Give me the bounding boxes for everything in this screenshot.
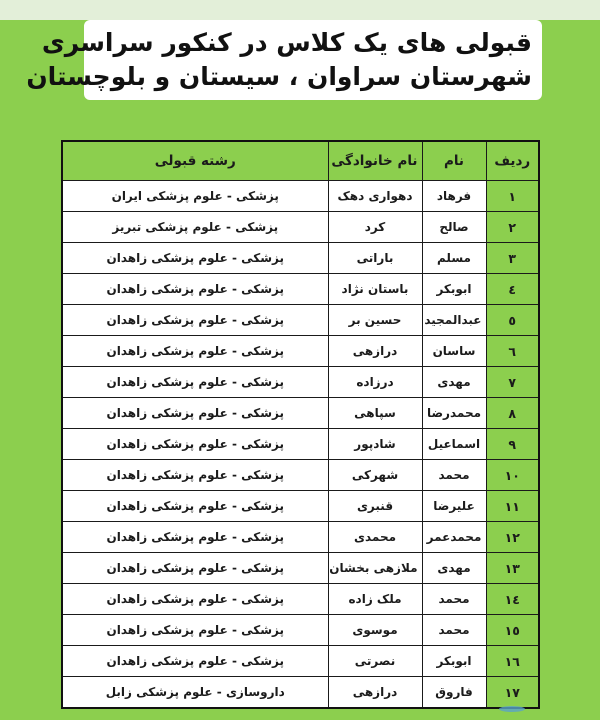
row-first-name: فاروق: [422, 677, 486, 709]
header-major: رشته قبولی: [62, 141, 328, 181]
row-last-name: حسین بر: [328, 305, 422, 336]
row-major: پزشکی - علوم پزشکی زاهدان: [62, 367, 328, 398]
table-row: [62, 553, 539, 584]
row-first-name: محمد: [422, 615, 486, 646]
row-index: ۸: [486, 398, 539, 429]
row-major: پزشکی - علوم پزشکی زاهدان: [62, 584, 328, 615]
row-last-name: قنبری: [328, 491, 422, 522]
title-line-1: قبولی های یک کلاس در کنکور سراسری: [41, 28, 532, 57]
row-first-name: محمد: [422, 460, 486, 491]
row-index: ۱۰: [486, 460, 539, 491]
row-index: ۳: [486, 243, 539, 274]
row-first-name: مهدی: [422, 367, 486, 398]
table-row: [62, 522, 539, 553]
row-index: ٦: [486, 336, 539, 367]
row-major: داروسازی - علوم پزشکی زابل: [62, 677, 328, 709]
row-first-name: صالح: [422, 212, 486, 243]
row-first-name: محمدعمر: [422, 522, 486, 553]
table-row: [62, 491, 539, 522]
row-major: پزشکی - علوم پزشکی زاهدان: [62, 491, 328, 522]
table-row: [62, 274, 539, 305]
row-first-name: فرهاد: [422, 181, 486, 212]
table-row: [62, 584, 539, 615]
row-last-name: درازهی: [328, 677, 422, 709]
row-index: ۲: [486, 212, 539, 243]
table-row: [62, 305, 539, 336]
table-row: [62, 615, 539, 646]
row-index: ۱۳: [486, 553, 539, 584]
table-header-row: [62, 141, 539, 181]
header-index: ردیف: [486, 141, 539, 181]
row-last-name: ملک زاده: [328, 584, 422, 615]
row-major: پزشکی - علوم پزشکی زاهدان: [62, 553, 328, 584]
row-major: پزشکی - علوم پزشکی زاهدان: [62, 646, 328, 677]
row-major: پزشکی - علوم پزشکی زاهدان: [62, 243, 328, 274]
row-index: ۱۱: [486, 491, 539, 522]
decorative-blob: [499, 706, 525, 712]
top-background-band: [0, 0, 600, 20]
title-line-2: شهرستان سراوان ، سیستان و بلوچستان: [26, 62, 532, 91]
table-row: [62, 336, 539, 367]
title-box: [26, 20, 542, 100]
row-last-name: درازهی: [328, 336, 422, 367]
row-last-name: شهرکی: [328, 460, 422, 491]
table-row: [62, 460, 539, 491]
table-row: [62, 243, 539, 274]
row-last-name: ملازهی بخشان: [328, 553, 422, 584]
row-first-name: ساسان: [422, 336, 486, 367]
row-first-name: محمد: [422, 584, 486, 615]
row-last-name: محمدی: [328, 522, 422, 553]
row-last-name: نصرتی: [328, 646, 422, 677]
admissions-table: [61, 140, 540, 709]
row-major: پزشکی - علوم پزشکی ایران: [62, 181, 328, 212]
row-first-name: علیرضا: [422, 491, 486, 522]
header-last-name: نام خانوادگی: [328, 141, 422, 181]
table-row: [62, 398, 539, 429]
header-first-name: نام: [422, 141, 486, 181]
row-first-name: ابوبکر: [422, 646, 486, 677]
row-index: ۱۷: [486, 677, 539, 709]
row-index: ۱۲: [486, 522, 539, 553]
table-row: [62, 677, 539, 709]
table-body: [62, 181, 539, 709]
row-first-name: محمدرضا: [422, 398, 486, 429]
row-index: ۷: [486, 367, 539, 398]
table-row: [62, 181, 539, 212]
row-last-name: درزاده: [328, 367, 422, 398]
row-first-name: مهدی: [422, 553, 486, 584]
row-index: ۱٤: [486, 584, 539, 615]
row-index: ٤: [486, 274, 539, 305]
table-row: [62, 646, 539, 677]
table-row: [62, 367, 539, 398]
row-last-name: سپاهی: [328, 398, 422, 429]
row-last-name: موسوی: [328, 615, 422, 646]
row-first-name: اسماعیل: [422, 429, 486, 460]
row-last-name: شادپور: [328, 429, 422, 460]
row-first-name: عبدالمجید: [422, 305, 486, 336]
admissions-table-container: [61, 140, 538, 709]
table-row: [62, 429, 539, 460]
row-major: پزشکی - علوم پزشکی زاهدان: [62, 398, 328, 429]
row-first-name: مسلم: [422, 243, 486, 274]
row-first-name: ابوبکر: [422, 274, 486, 305]
row-major: پزشکی - علوم پزشکی زاهدان: [62, 460, 328, 491]
row-index: ۹: [486, 429, 539, 460]
row-last-name: باستان نژاد: [328, 274, 422, 305]
row-major: پزشکی - علوم پزشکی تبریز: [62, 212, 328, 243]
row-last-name: کرد: [328, 212, 422, 243]
row-major: پزشکی - علوم پزشکی زاهدان: [62, 305, 328, 336]
row-major: پزشکی - علوم پزشکی زاهدان: [62, 274, 328, 305]
row-major: پزشکی - علوم پزشکی زاهدان: [62, 522, 328, 553]
table-row: [62, 212, 539, 243]
row-last-name: دهواری دهک: [328, 181, 422, 212]
row-index: ٥: [486, 305, 539, 336]
row-major: پزشکی - علوم پزشکی زاهدان: [62, 615, 328, 646]
row-last-name: باراتی: [328, 243, 422, 274]
row-major: پزشکی - علوم پزشکی زاهدان: [62, 429, 328, 460]
row-index: ۱: [486, 181, 539, 212]
row-major: پزشکی - علوم پزشکی زاهدان: [62, 336, 328, 367]
row-index: ۱٥: [486, 615, 539, 646]
row-index: ۱٦: [486, 646, 539, 677]
